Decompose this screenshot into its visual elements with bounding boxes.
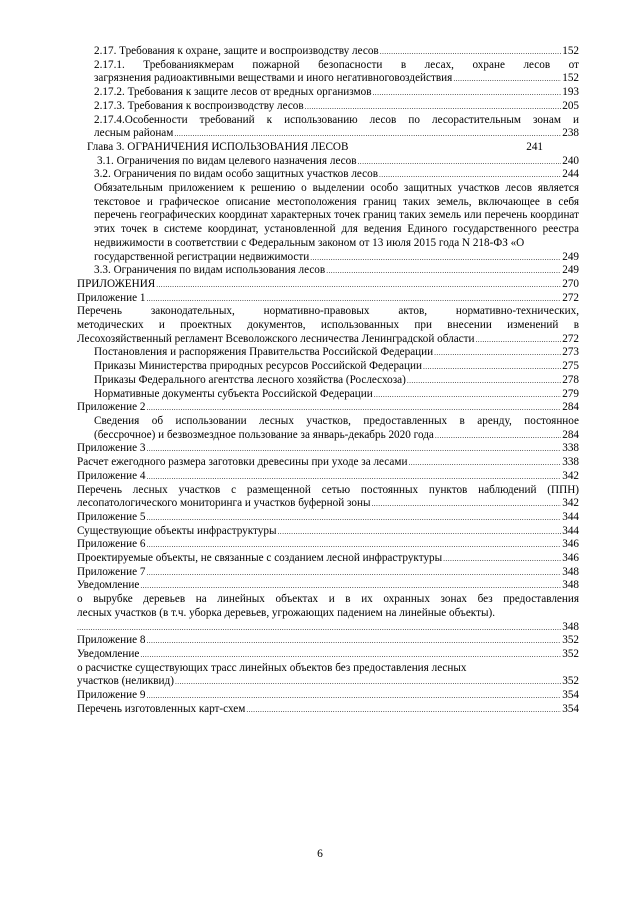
- toc-page-number: 352: [562, 675, 579, 688]
- toc-entry-2-17-2[interactable]: [77, 86, 579, 100]
- dot-leader: [140, 579, 561, 593]
- toc-entry-title-line2: лесным районам: [94, 127, 174, 140]
- toc-entry-appendix-3[interactable]: [77, 442, 579, 456]
- dot-leader: [146, 442, 561, 456]
- toc-entry-government-decrees[interactable]: [77, 346, 579, 360]
- toc-entry-title: Приказы Министерства природных ресурсов Российской Федерации: [94, 360, 422, 373]
- toc-entry-title: 2.17.3. Требования к воспроизводству лесов: [94, 99, 304, 112]
- toc-page-number: 152: [562, 72, 579, 85]
- toc-entry-chapter-3[interactable]: [77, 141, 579, 155]
- toc-entry-title: Приложение 6: [77, 538, 146, 551]
- toc-entry-title-last-line: государственной регистрации недвижимости: [94, 250, 310, 263]
- toc-entry-appendix-2[interactable]: [77, 401, 579, 415]
- toc-entry-appendix-8[interactable]: [77, 634, 579, 648]
- toc-page-number: 352: [562, 634, 579, 647]
- dot-leader: [140, 648, 561, 662]
- toc-page-number: 348: [562, 620, 579, 633]
- toc-page-number: 338: [562, 456, 579, 469]
- dot-leader: [246, 703, 561, 717]
- toc-entry-title: Уведомление: [77, 579, 140, 592]
- dot-leader: [423, 360, 561, 374]
- toc-entry-title-line1: о вырубке деревьев на линейных объектах и в их охранных зонах без предоставления: [77, 593, 579, 606]
- toc-entry-title-line3: Лесохозяйственный регламент Всеволожского лесничества Ленинградской области: [77, 332, 475, 345]
- toc-entry-title-line2: участков (неликвид): [77, 675, 174, 688]
- toc-entry-regional-documents[interactable]: [77, 388, 579, 402]
- toc-entry-paragraph: Обязательным приложением к решению о выделении особо защитных участков лесов является текстовое и графическое описание местоположения границ таких земель, включающее в себя перечень географических координат характерных точек границ таких земель или перечень координат этих точек в системе координат, установленной для ведения Единого государственного реестра недвижимости в соответствии с Федеральным законом от 13 июля 2015 года N 218-ФЗ «О: [94, 182, 579, 249]
- toc-page-number: 354: [562, 702, 579, 715]
- toc-entry-title-line1: 2.17.1. Требованиякмерам пожарной безопасности в лесах, охране лесов от: [94, 58, 579, 71]
- toc-page-number: 272: [562, 332, 579, 345]
- toc-entry-planned-objects[interactable]: [77, 552, 579, 566]
- dot-leader: [379, 168, 561, 182]
- toc-entry-title: Приложение 5: [77, 510, 146, 523]
- dot-leader: [146, 634, 561, 648]
- toc-page-number: 346: [562, 552, 579, 565]
- toc-entry-title: Приложение 3: [77, 442, 146, 455]
- toc-entry-appendix-6[interactable]: [77, 538, 579, 552]
- toc-page-number: 249: [562, 250, 579, 263]
- toc-entry-title: 2.17.2. Требования к защите лесов от вредных организмов: [94, 86, 372, 99]
- toc-entry-monitoring-plots[interactable]: [77, 484, 579, 511]
- toc-entry-title-line2: лесопатологического мониторинга и участков буферной зоны: [77, 497, 371, 510]
- toc-page-number: 278: [562, 373, 579, 386]
- toc-entry-title: 2.17. Требования к охране, защите и воспроизводству лесов: [94, 45, 379, 57]
- dot-leader: [174, 127, 561, 141]
- dot-leader: [305, 100, 562, 114]
- toc-page-number: 270: [562, 277, 579, 290]
- toc-entry-title-line1: о расчистке существующих трасс линейных объектов без предоставления лесных: [77, 661, 467, 674]
- toc-entry-rosleshoz-orders[interactable]: [77, 374, 579, 388]
- toc-page-number: 348: [562, 579, 579, 592]
- toc-entry-title: 3.1. Ограничения по видам целевого назначения лесов: [97, 154, 357, 167]
- toc-entry-appendix-4[interactable]: [77, 470, 579, 484]
- toc-entry-2-17-1[interactable]: [77, 59, 579, 86]
- toc-entry-tree-felling-notice[interactable]: [77, 593, 579, 634]
- toc-entry-notification-2[interactable]: [77, 648, 579, 662]
- dot-leader: [435, 429, 561, 443]
- toc-entry-title: Глава 3. ОГРАНИЧЕНИЯ ИСПОЛЬЗОВАНИЯ ЛЕСОВ: [87, 140, 349, 153]
- dot-leader: [278, 525, 562, 539]
- toc-page-number: 249: [562, 264, 579, 277]
- toc-page-number: 273: [562, 346, 579, 359]
- toc-page-number: 238: [562, 127, 579, 140]
- toc-entry-title-line2: загрязнения радиоактивными веществами и иного негативноговоздействия: [94, 72, 453, 85]
- toc-entry-appendix-9[interactable]: [77, 689, 579, 703]
- toc-entry-2-17-3[interactable]: [77, 100, 579, 114]
- toc-page-number: 354: [562, 689, 579, 702]
- toc-entry-ozu-annex[interactable]: [77, 182, 579, 264]
- dot-leader: [358, 155, 562, 169]
- toc-entry-title: ПРИЛОЖЕНИЯ: [77, 277, 156, 290]
- toc-entry-ministry-orders[interactable]: [77, 360, 579, 374]
- toc-entry-3-3[interactable]: [77, 264, 579, 278]
- dot-leader: [373, 86, 562, 100]
- toc-page-number: 346: [562, 538, 579, 551]
- dot-leader: [77, 621, 561, 635]
- toc-entry-legislation-list[interactable]: [77, 305, 579, 346]
- toc-entry-3-1[interactable]: [77, 155, 579, 169]
- toc-page-number: 284: [562, 401, 579, 414]
- dot-leader: [443, 552, 561, 566]
- toc-page-number: 344: [562, 524, 579, 537]
- dot-leader: [156, 278, 561, 292]
- toc-page-number: 352: [562, 647, 579, 660]
- toc-page-number: 279: [562, 387, 579, 400]
- toc-page-number: 342: [562, 497, 579, 510]
- toc-entry-title: 3.3. Ограничения по видам использования лесов: [94, 264, 326, 277]
- toc-entry-existing-infrastructure[interactable]: [77, 525, 579, 539]
- toc-entry-2-17-4[interactable]: [77, 114, 579, 141]
- toc-entry-appendix-7[interactable]: [77, 566, 579, 580]
- toc-entry-title: Приложение 2: [77, 401, 146, 414]
- dot-leader: [310, 251, 561, 265]
- toc-page-number: 342: [562, 469, 579, 482]
- toc-page-number: 240: [562, 154, 579, 167]
- dot-leader: [146, 511, 561, 525]
- toc-entry-map-schemes[interactable]: [77, 703, 579, 717]
- toc-entry-title-line1: Сведения об использовании лесных участков, предоставленных в аренду, постоянное: [94, 414, 579, 427]
- dot-leader: [146, 401, 561, 415]
- toc-entry-notification-1[interactable]: [77, 579, 579, 593]
- dot-leader: [146, 538, 561, 552]
- toc-entry-title: Приказы Федерального агентства лесного хозяйства (Рослесхоза): [94, 373, 406, 386]
- toc-page-number: 152: [562, 45, 579, 57]
- dot-leader: [146, 470, 561, 484]
- dot-leader: [380, 45, 562, 59]
- toc-entry-appendices[interactable]: [77, 278, 579, 292]
- toc-page-number: 284: [562, 428, 579, 441]
- toc-entry-title: Приложение 4: [77, 469, 146, 482]
- toc-entry-land-use-info[interactable]: [77, 415, 579, 442]
- toc-page-number: 338: [562, 442, 579, 455]
- toc-entry-2-17[interactable]: [77, 45, 579, 59]
- dot-leader: [146, 689, 561, 703]
- toc-entry-title: Нормативные документы субъекта Российской Федерации: [94, 387, 373, 400]
- toc-entry-title: Приложение 9: [77, 689, 146, 702]
- toc-entry-title-line2: (бессрочное) и безвозмездное пользование за январь-декабрь 2020 года: [94, 428, 434, 441]
- toc-entry-title: Приложение 1: [77, 291, 146, 304]
- toc-entry-appendix-1[interactable]: [77, 292, 579, 306]
- toc-entry-3-2[interactable]: [77, 168, 579, 182]
- dot-leader: [371, 497, 561, 511]
- toc-entry-title-line1: 2.17.4.Особенности требований к использованию лесов по лесорастительным зонам и: [94, 113, 579, 126]
- page-number: 6: [317, 848, 323, 860]
- dot-leader: [407, 374, 561, 388]
- dot-leader: [175, 675, 561, 689]
- dot-leader: [374, 388, 562, 402]
- toc-entry-harvest-calculation[interactable]: [77, 456, 579, 470]
- toc-page-number: 244: [562, 168, 579, 181]
- toc-page-number: 344: [562, 510, 579, 523]
- toc-entry-title: Расчет ежегодного размера заготовки древесины при уходе за лесами: [77, 456, 408, 469]
- toc-page-number: 272: [562, 291, 579, 304]
- toc-page-number: 241: [526, 140, 543, 153]
- toc-entry-title-line1: Перечень законодательных, нормативно-правовых актов, нормативно-технических,: [77, 305, 579, 318]
- toc-entry-title: Приложение 7: [77, 565, 146, 578]
- toc-page-number: 275: [562, 360, 579, 373]
- toc-entry-appendix-5[interactable]: [77, 511, 579, 525]
- toc-entry-title: Проектируемые объекты, не связанные с созданием лесной инфраструктуры: [77, 552, 443, 565]
- dot-leader: [476, 333, 562, 347]
- toc-entry-title-line2: методических и проектных документов, использованных при внесении изменений в: [77, 319, 579, 332]
- toc-entry-title: Постановления и распоряжения Правительства Российской Федерации: [94, 346, 434, 359]
- toc-entry-title: 3.2. Ограничения по видам особо защитных участков лесов: [94, 168, 379, 181]
- toc-entry-title: Приложение 8: [77, 634, 146, 647]
- toc-entry-title: Уведомление: [77, 647, 140, 660]
- toc-entry-title-line1: Перечень лесных участков с размещенной сетью постоянных пунктов наблюдений (ППН): [77, 483, 579, 496]
- toc-entry-title: Перечень изготовленных карт-схем: [77, 702, 246, 715]
- toc-entry-route-clearing-notice[interactable]: [77, 662, 579, 689]
- table-of-contents: [77, 45, 579, 716]
- dot-leader: [434, 346, 561, 360]
- toc-entry-title: Существующие объекты инфраструктуры: [77, 524, 277, 537]
- toc-entry-title-line2: лесных участков (в т.ч. уборка деревьев, угрожающих падением на линейные объекты).: [77, 606, 495, 619]
- dot-leader: [326, 264, 561, 278]
- dot-leader: [146, 566, 561, 580]
- toc-page-number: 193: [562, 86, 579, 99]
- dot-leader: [453, 72, 561, 86]
- dot-leader: [408, 456, 561, 470]
- toc-page-number: 205: [562, 99, 579, 112]
- toc-page-number: 348: [562, 565, 579, 578]
- dot-leader: [146, 292, 561, 306]
